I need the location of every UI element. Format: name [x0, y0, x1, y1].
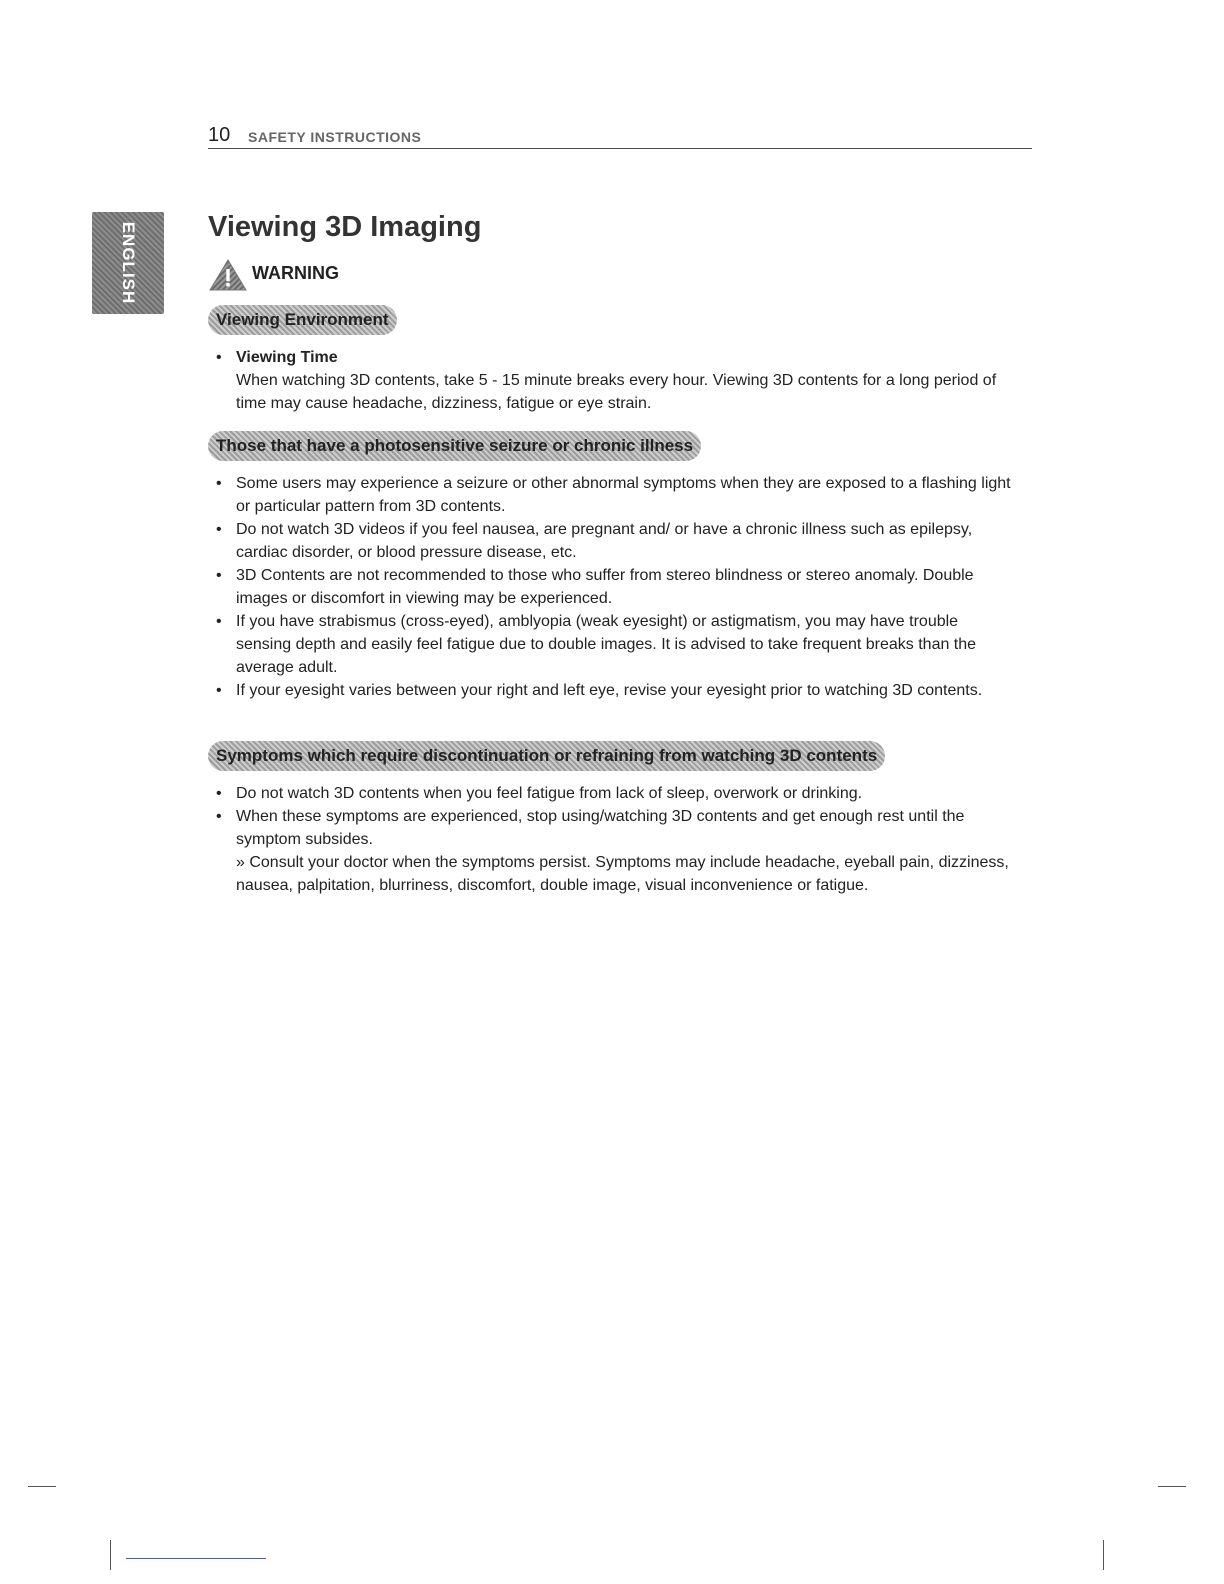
crop-mark [110, 1540, 111, 1570]
item-title: • Viewing Time [236, 349, 338, 366]
item-text: • When these symptoms are experienced, stop using/watching 3D contents and get enough rest until the symptom subsides. [236, 808, 965, 848]
item-note: » Consult your doctor when the symptoms persist. Symptoms may include headache, eyeball pain, dizziness, nausea, palpitation, blurriness, discomfort, double image, visual inconvenience or fatigue. [236, 854, 1009, 894]
section-name: SAFETY INSTRUCTIONS [248, 129, 422, 145]
crop-mark [28, 1486, 56, 1487]
list-item: • Do not watch 3D contents when you feel fatigue from lack of sleep, overwork or drinking. [216, 782, 1016, 805]
section-heading-symptoms: Symptoms which require discontinuation or refraining from watching 3D contents [208, 741, 885, 771]
warning-label: WARNING [252, 263, 339, 283]
language-tab [92, 212, 164, 314]
list-item [216, 805, 1016, 897]
list-item: • If you have strabismus (cross-eyed), amblyopia (weak eyesight) or astigmatism, you may have trouble sensing depth and easily feel fatigue due to double images. It is advised to take frequent breaks than the average adult. [216, 610, 1016, 679]
crop-mark [1158, 1486, 1186, 1487]
section-heading-viewing-environment: Viewing Environment [208, 305, 397, 335]
language-tab-label: ENGLISH [119, 221, 138, 305]
warning-triangle-icon [208, 258, 248, 292]
section-heading-photosensitive: Those that have a photosensitive seizure or chronic illness [208, 431, 701, 461]
footer-rule [126, 1558, 266, 1559]
list-item: • Do not watch 3D videos if you feel nausea, are pregnant and/ or have a chronic illness such as epilepsy, cardiac disorder, or blood pressure disease, etc. [216, 518, 1016, 564]
page-header [208, 124, 1032, 149]
photosensitive-list [216, 472, 1016, 702]
list-item: • 3D Contents are not recommended to those who suffer from stereo blindness or stereo anomaly. Double images or discomfort in viewing may be experienced. [216, 564, 1016, 610]
page-title: Viewing 3D Imaging [208, 211, 482, 243]
list-item: • If your eyesight varies between your right and left eye, revise your eyesight prior to watching 3D contents. [216, 679, 1016, 702]
item-text: When watching 3D contents, take 5 - 15 minute breaks every hour. Viewing 3D contents for a long period of time may cause headache, dizziness, fatigue or eye strain. [236, 372, 997, 412]
list-item [216, 346, 1016, 415]
viewing-environment-list [216, 346, 1016, 415]
symptoms-list [216, 782, 1016, 897]
page-number: 10 [208, 124, 231, 146]
list-item: • Some users may experience a seizure or other abnormal symptoms when they are exposed to a flashing light or particular pattern from 3D contents. [216, 472, 1016, 518]
crop-mark [1103, 1540, 1104, 1570]
